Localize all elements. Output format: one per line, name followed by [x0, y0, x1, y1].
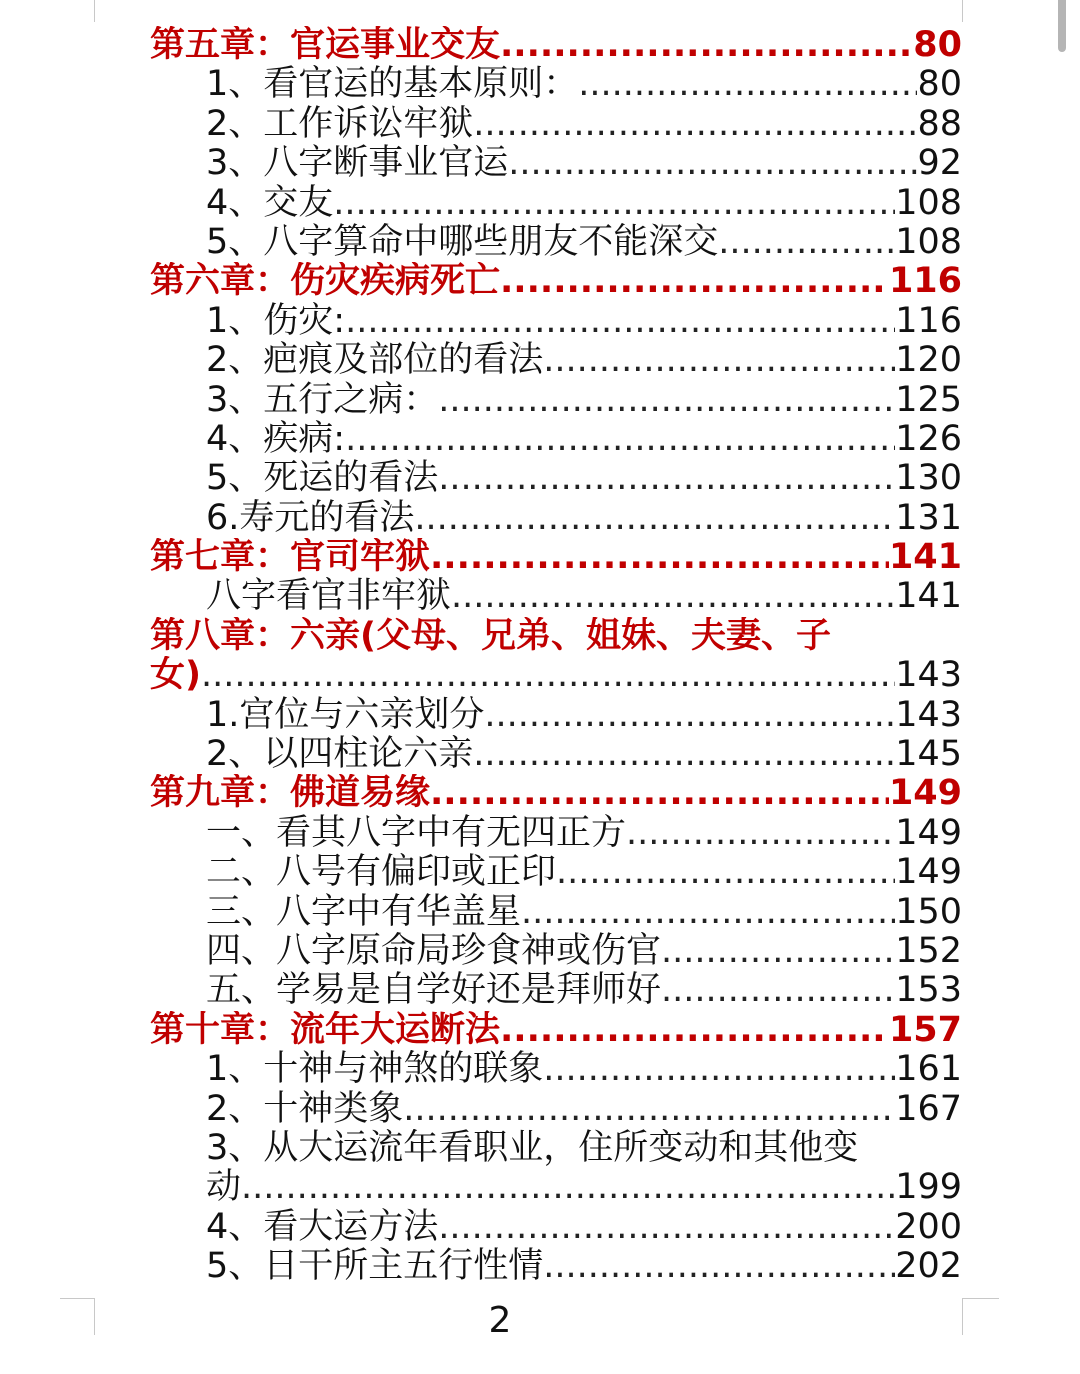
toc-chapter-title: 第七章：官司牢狱	[150, 538, 431, 578]
toc-chapter-title-cont: 女)	[150, 656, 201, 696]
toc-item-title: 2、十神类象	[206, 1089, 404, 1129]
toc-leader-dots	[508, 144, 917, 183]
toc-page-number: 108	[895, 183, 962, 223]
toc-page-number: 200	[895, 1207, 962, 1247]
toc-leader-dots	[626, 814, 895, 853]
toc-page-number: 143	[895, 656, 962, 696]
toc-item-title: 一、看其八字中有无四正方	[206, 813, 627, 853]
toc-chapter-6[interactable]	[150, 262, 962, 301]
toc-leader-dots	[430, 538, 889, 577]
toc-leader-dots	[543, 1050, 895, 1089]
toc-item[interactable]	[150, 105, 962, 144]
toc-chapter-8-line2[interactable]	[150, 656, 962, 695]
toc-page-number: 88	[917, 104, 962, 144]
toc-item[interactable]	[150, 696, 962, 735]
toc-page-number: 150	[895, 892, 962, 932]
toc-item-title: 1、看官运的基本原则：	[206, 65, 579, 105]
toc-page-number: 199	[895, 1168, 962, 1208]
toc-item[interactable]	[150, 814, 962, 853]
toc-leader-dots	[500, 26, 913, 65]
toc-item-title: 6.寿元的看法	[206, 498, 415, 538]
toc-item-title: 1、十神与神煞的联象	[206, 1050, 544, 1090]
toc-item-title: 4、看大运方法	[206, 1207, 439, 1247]
toc-item[interactable]	[150, 381, 962, 420]
toc-chapter-title: 第六章：伤灾疾病死亡	[150, 262, 501, 302]
toc-leader-dots	[241, 1168, 895, 1207]
toc-leader-dots	[451, 577, 895, 616]
toc-page-number: 116	[888, 262, 962, 302]
toc-item-title: 3、八字断事业官运	[206, 144, 509, 184]
toc-item[interactable]	[150, 735, 962, 774]
toc-item[interactable]	[150, 184, 962, 223]
toc-leader-dots	[484, 696, 895, 735]
toc-item[interactable]	[150, 853, 962, 892]
page-number-footer: 2	[488, 1300, 512, 1341]
toc-chapter-title: 第八章：六亲(父母、兄弟、姐妹、夫妻、子	[150, 616, 831, 656]
toc-item-wrap-line2[interactable]	[150, 1168, 962, 1207]
toc-page-number: 131	[895, 498, 962, 538]
toc-leader-dots	[345, 302, 895, 341]
toc-page-number: 116	[895, 301, 962, 341]
toc-leader-dots	[500, 1011, 889, 1050]
toc-leader-dots	[556, 853, 895, 892]
toc-item-title-cont: 动	[206, 1168, 242, 1208]
toc-item[interactable]	[150, 1247, 962, 1286]
toc-item[interactable]	[150, 65, 962, 104]
toc-item-title: 2、疤痕及部位的看法	[206, 341, 544, 381]
toc-item-title: 五、学易是自学好还是拜师好	[206, 971, 662, 1011]
toc-leader-dots	[414, 499, 895, 538]
toc-leader-dots	[578, 65, 917, 104]
toc-leader-dots	[543, 341, 895, 380]
toc-item[interactable]	[150, 302, 962, 341]
toc-chapter-title: 第九章：佛道易缘	[150, 774, 431, 814]
toc-page-number: 149	[888, 774, 962, 814]
toc-leader-dots	[521, 893, 895, 932]
toc-item-title: 2、以四柱论六亲	[206, 735, 474, 775]
toc-item[interactable]	[150, 341, 962, 380]
toc-item-title: 二、八号有偏印或正印	[206, 853, 557, 893]
toc-item[interactable]	[150, 420, 962, 459]
toc-item-title: 5、死运的看法	[206, 459, 439, 499]
toc-leader-dots	[473, 105, 917, 144]
toc-chapter-5[interactable]	[150, 26, 962, 65]
toc-page-number: 145	[895, 735, 962, 775]
toc-item-title: 三、八字中有华盖星	[206, 892, 522, 932]
toc-page-number: 149	[895, 813, 962, 853]
toc-page-number: 92	[917, 144, 962, 184]
toc-leader-dots	[718, 223, 895, 262]
toc-item[interactable]	[150, 459, 962, 498]
toc-page-number: 126	[895, 419, 962, 459]
crop-mark-top-left	[78, 0, 95, 22]
toc-page-number: 202	[895, 1247, 962, 1287]
toc-item-title: 八字看官非牢狱	[206, 577, 452, 617]
toc-item-title: 四、八字原命局珍食神或伤官	[206, 931, 662, 971]
toc-item-title: 4、疾病:	[206, 419, 346, 459]
toc-item[interactable]	[150, 932, 962, 971]
toc-item-title: 1、伤灾:	[206, 301, 346, 341]
toc-leader-dots	[438, 381, 895, 420]
toc-item[interactable]	[150, 223, 962, 262]
toc-page-number: 80	[913, 26, 962, 65]
toc-leader-dots	[430, 774, 889, 813]
scrollbar[interactable]	[1058, 0, 1066, 52]
toc-page-number: 130	[895, 459, 962, 499]
toc-page-number: 108	[895, 222, 962, 262]
toc-item-title: 1.宫位与六亲划分	[206, 695, 485, 735]
toc-item[interactable]	[150, 971, 962, 1010]
toc-item-title: 3、从大运流年看职业，住所变动和其他变	[206, 1128, 859, 1168]
toc-leader-dots	[438, 1208, 895, 1247]
crop-mark-top-right	[962, 0, 999, 22]
toc-page-number: 152	[895, 931, 962, 971]
toc-item[interactable]	[150, 1050, 962, 1089]
toc-chapter-7[interactable]	[150, 538, 962, 577]
toc-leader-dots	[438, 459, 895, 498]
toc-item-wrap-line1[interactable]	[150, 1129, 962, 1168]
toc-leader-dots	[201, 656, 895, 695]
table-of-contents	[150, 26, 962, 1287]
toc-leader-dots	[345, 420, 895, 459]
toc-leader-dots	[543, 1247, 895, 1286]
toc-page-number: 141	[888, 538, 962, 578]
toc-page-number: 161	[895, 1050, 962, 1090]
toc-chapter-title: 第五章：官运事业交友	[150, 26, 501, 65]
toc-page-number: 120	[895, 341, 962, 381]
toc-leader-dots	[333, 184, 895, 223]
toc-item[interactable]	[150, 577, 962, 616]
toc-item-title: 2、工作诉讼牢狱	[206, 104, 474, 144]
toc-item-title: 5、日干所主五行性情	[206, 1247, 544, 1287]
toc-page-number: 80	[917, 65, 962, 105]
toc-page-number: 125	[895, 380, 962, 420]
toc-item-title: 4、交友	[206, 183, 334, 223]
toc-page-number: 167	[895, 1089, 962, 1129]
toc-item[interactable]	[150, 144, 962, 183]
toc-page-number: 143	[895, 695, 962, 735]
toc-leader-dots	[661, 932, 895, 971]
toc-item[interactable]	[150, 1090, 962, 1129]
toc-chapter-title: 第十章：流年大运断法	[150, 1010, 501, 1050]
toc-item[interactable]	[150, 893, 962, 932]
toc-chapter-10[interactable]	[150, 1011, 962, 1050]
toc-item-title: 5、八字算命中哪些朋友不能深交	[206, 222, 719, 262]
toc-item[interactable]	[150, 499, 962, 538]
toc-leader-dots	[403, 1090, 895, 1129]
toc-leader-dots	[661, 971, 895, 1010]
toc-chapter-8-line1[interactable]	[150, 617, 962, 656]
toc-page-number: 157	[888, 1010, 962, 1050]
toc-page-number: 149	[895, 853, 962, 893]
toc-page-number: 153	[895, 971, 962, 1011]
toc-leader-dots	[473, 735, 895, 774]
toc-item-title: 3、五行之病：	[206, 380, 439, 420]
toc-chapter-9[interactable]	[150, 774, 962, 813]
toc-page-number: 141	[895, 577, 962, 617]
toc-leader-dots	[500, 262, 889, 301]
toc-item[interactable]	[150, 1208, 962, 1247]
